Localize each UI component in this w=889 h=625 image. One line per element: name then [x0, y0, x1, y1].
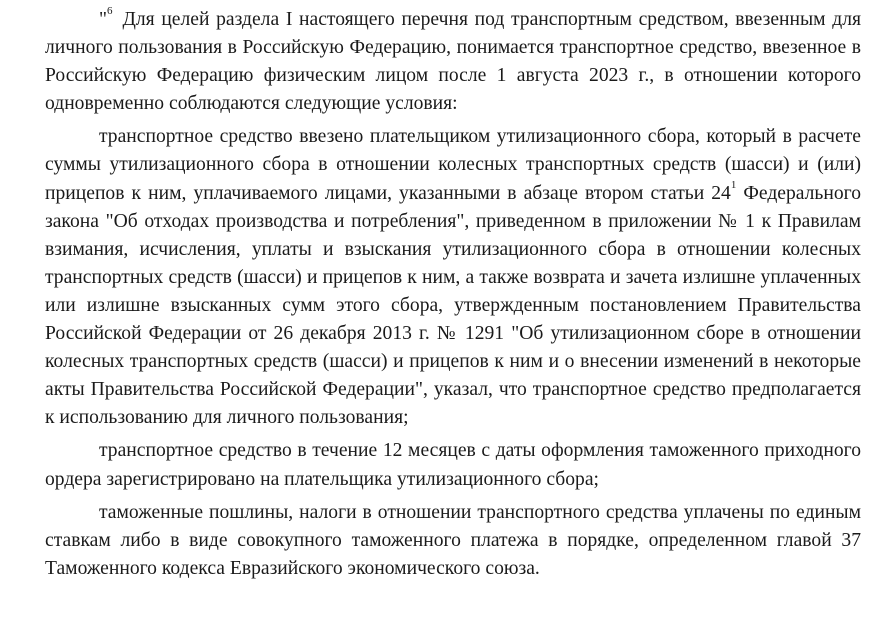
- footnote-mark: 6: [107, 5, 113, 18]
- condition-registration-12-months: [45, 437, 861, 493]
- paragraph-3-text: транспортное средство в течение 12 месяцев с даты оформления таможенного приходного ордера зарегистрировано на плательщика утилизационного сбора;: [45, 440, 861, 490]
- article-superscript: 1: [730, 179, 737, 192]
- condition-utilization-fee-payer: [45, 123, 861, 432]
- opening-quote: "$^6$: [99, 5, 113, 30]
- paragraph-2-text-after: Федерального закона "Об отходах производства и потребления", приведенном в приложении № 1 к Правилам взимания, исчисления, уплаты и взыскания утилизационного сбора в отношении колесных транспортных средств (шасси) и прицепов к ним, а также возврата и зачета излишне уплаченных или излишне взысканных сумм этого сбора, утвержденным постановлением Правительства Российской Федерации от 26 декабря 2013 г. № 1291 "Об утилизационном сборе в отношении колесных транспортных средств (шасси) и прицепов к ним и о внесении изменений в некоторые акты Правительства Российской Федерации", указал, что транспортное средство предполагается к использованию для личного пользования;: [45, 182, 861, 429]
- legal-document-fragment: [45, 6, 861, 583]
- paragraph-1-text: Для целей раздела I настоящего перечня под транспортным средством, ввезенным для личного пользования в Российскую Федерацию, понимается транспортное средство, ввезенное в Российскую Федерацию физическим лицом после 1 августа 2023 г., в отношении которого одновременно соблюдаются следующие условия:: [45, 9, 861, 115]
- condition-customs-duties-paid: [45, 499, 861, 583]
- paragraph-footnote-6-definition: [45, 6, 861, 118]
- paragraph-4-text: таможенные пошлины, налоги в отношении транспортного средства уплачены по единым ставкам либо в виде совокупного таможенного платежа в порядке, определенном главой 37 Таможенного кодекса Евразийского экономического союза.: [45, 501, 861, 579]
- paragraph-2-text-before: транспортное средство ввезено плательщиком утилизационного сбора, который в расчете суммы утилизационного сбора в отношении колесных транспортных средств (шасси) и (или) прицепов к ним, уплачиваемого лицами, указанными в абзаце втором статьи 24: [45, 126, 861, 204]
